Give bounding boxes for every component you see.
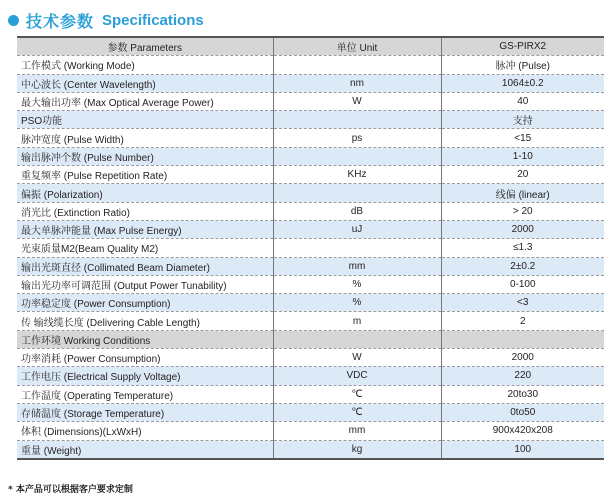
unit-cell: ℃ bbox=[273, 385, 441, 403]
unit-cell: nm bbox=[273, 74, 441, 92]
specifications-table bbox=[17, 36, 604, 460]
value-cell: 2000 bbox=[441, 220, 604, 238]
footnote: * 本产品可以根据客户要求定制 bbox=[8, 485, 133, 495]
value-cell: 2±0.2 bbox=[441, 257, 604, 275]
table-row bbox=[17, 147, 604, 165]
unit-cell: % bbox=[273, 275, 441, 293]
unit-cell: kg bbox=[273, 440, 441, 459]
table-header-row bbox=[17, 37, 604, 56]
unit-cell bbox=[273, 184, 441, 202]
unit-cell: dB bbox=[273, 202, 441, 220]
section-row bbox=[17, 330, 604, 348]
value-cell: 20to30 bbox=[441, 385, 604, 403]
unit-cell bbox=[273, 330, 441, 348]
value-cell: 40 bbox=[441, 92, 604, 110]
param-cell: 最大单脉冲能量 (Max Pulse Energy) bbox=[17, 220, 273, 238]
table-row bbox=[17, 275, 604, 293]
table-row bbox=[17, 367, 604, 385]
param-cell: 工作温度 (Operating Temperature) bbox=[17, 385, 273, 403]
table-row bbox=[17, 257, 604, 275]
value-cell: ≤1.3 bbox=[441, 239, 604, 257]
param-cell: 传 输线缆长度 (Delivering Cable Length) bbox=[17, 312, 273, 330]
header-parameters: 参数 Parameters bbox=[17, 37, 273, 56]
header-model: GS-PIRX2 bbox=[441, 37, 604, 56]
unit-cell: KHz bbox=[273, 166, 441, 184]
table-row bbox=[17, 349, 604, 367]
value-cell: 220 bbox=[441, 367, 604, 385]
unit-cell: ps bbox=[273, 129, 441, 147]
table-row bbox=[17, 129, 604, 147]
table-row bbox=[17, 385, 604, 403]
table-row bbox=[17, 403, 604, 421]
table-row bbox=[17, 422, 604, 440]
bullet-dot-icon bbox=[8, 15, 19, 26]
unit-cell: % bbox=[273, 294, 441, 312]
param-cell: 消光比 (Extinction Ratio) bbox=[17, 202, 273, 220]
table-row bbox=[17, 92, 604, 110]
param-cell: 功率消耗 (Power Consumption) bbox=[17, 349, 273, 367]
unit-cell: W bbox=[273, 92, 441, 110]
value-cell: 2000 bbox=[441, 349, 604, 367]
table-row bbox=[17, 74, 604, 92]
table-row bbox=[17, 312, 604, 330]
value-cell: 0-100 bbox=[441, 275, 604, 293]
value-cell: 支持 bbox=[441, 111, 604, 129]
param-cell: 输出脉冲个数 (Pulse Number) bbox=[17, 147, 273, 165]
param-cell: PSO功能 bbox=[17, 111, 273, 129]
table-row bbox=[17, 56, 604, 74]
unit-cell: W bbox=[273, 349, 441, 367]
param-cell: 工作模式 (Working Mode) bbox=[17, 56, 273, 74]
param-cell: 重复频率 (Pulse Repetition Rate) bbox=[17, 166, 273, 184]
header-unit: 单位 Unit bbox=[273, 37, 441, 56]
unit-cell: mm bbox=[273, 257, 441, 275]
value-cell: <15 bbox=[441, 129, 604, 147]
param-cell: 重量 (Weight) bbox=[17, 440, 273, 459]
table-row bbox=[17, 184, 604, 202]
table-row bbox=[17, 220, 604, 238]
value-cell: > 20 bbox=[441, 202, 604, 220]
unit-cell bbox=[273, 239, 441, 257]
param-cell: 最大输出功率 (Max Optical Average Power) bbox=[17, 92, 273, 110]
value-cell: 1064±0.2 bbox=[441, 74, 604, 92]
section-heading bbox=[8, 6, 204, 34]
value-cell: 0to50 bbox=[441, 403, 604, 421]
param-cell: 光束质量M2(Beam Quality M2) bbox=[17, 239, 273, 257]
value-cell: 100 bbox=[441, 440, 604, 459]
param-cell: 存储温度 (Storage Temperature) bbox=[17, 403, 273, 421]
param-cell: 中心波长 (Center Wavelength) bbox=[17, 74, 273, 92]
param-cell: 功率稳定度 (Power Consumption) bbox=[17, 294, 273, 312]
unit-cell: VDC bbox=[273, 367, 441, 385]
table-body bbox=[17, 56, 604, 459]
unit-cell bbox=[273, 147, 441, 165]
unit-cell bbox=[273, 56, 441, 74]
param-cell: 偏振 (Polarization) bbox=[17, 184, 273, 202]
value-cell: 1-10 bbox=[441, 147, 604, 165]
value-cell: 20 bbox=[441, 166, 604, 184]
table-row bbox=[17, 294, 604, 312]
unit-cell: uJ bbox=[273, 220, 441, 238]
unit-cell: ℃ bbox=[273, 403, 441, 421]
value-cell: 2 bbox=[441, 312, 604, 330]
value-cell: 脉冲 (Pulse) bbox=[441, 56, 604, 74]
param-cell: 体积 (Dimensions)(LxWxH) bbox=[17, 422, 273, 440]
param-cell: 输出光斑直径 (Collimated Beam Diameter) bbox=[17, 257, 273, 275]
heading-zh: 技术参数 bbox=[26, 11, 95, 31]
param-cell: 工作环境 Working Conditions bbox=[17, 330, 273, 348]
value-cell bbox=[441, 330, 604, 348]
table-row bbox=[17, 111, 604, 129]
unit-cell: mm bbox=[273, 422, 441, 440]
table-row bbox=[17, 202, 604, 220]
table-row bbox=[17, 166, 604, 184]
heading-en: Specifications bbox=[102, 11, 204, 29]
unit-cell: m bbox=[273, 312, 441, 330]
table-row bbox=[17, 239, 604, 257]
param-cell: 输出光功率可调范围 (Output Power Tunability) bbox=[17, 275, 273, 293]
value-cell: 线偏 (linear) bbox=[441, 184, 604, 202]
value-cell: <3 bbox=[441, 294, 604, 312]
param-cell: 工作电压 (Electrical Supply Voltage) bbox=[17, 367, 273, 385]
value-cell: 900x420x208 bbox=[441, 422, 604, 440]
param-cell: 脉冲宽度 (Pulse Width) bbox=[17, 129, 273, 147]
table-row bbox=[17, 440, 604, 459]
unit-cell bbox=[273, 111, 441, 129]
